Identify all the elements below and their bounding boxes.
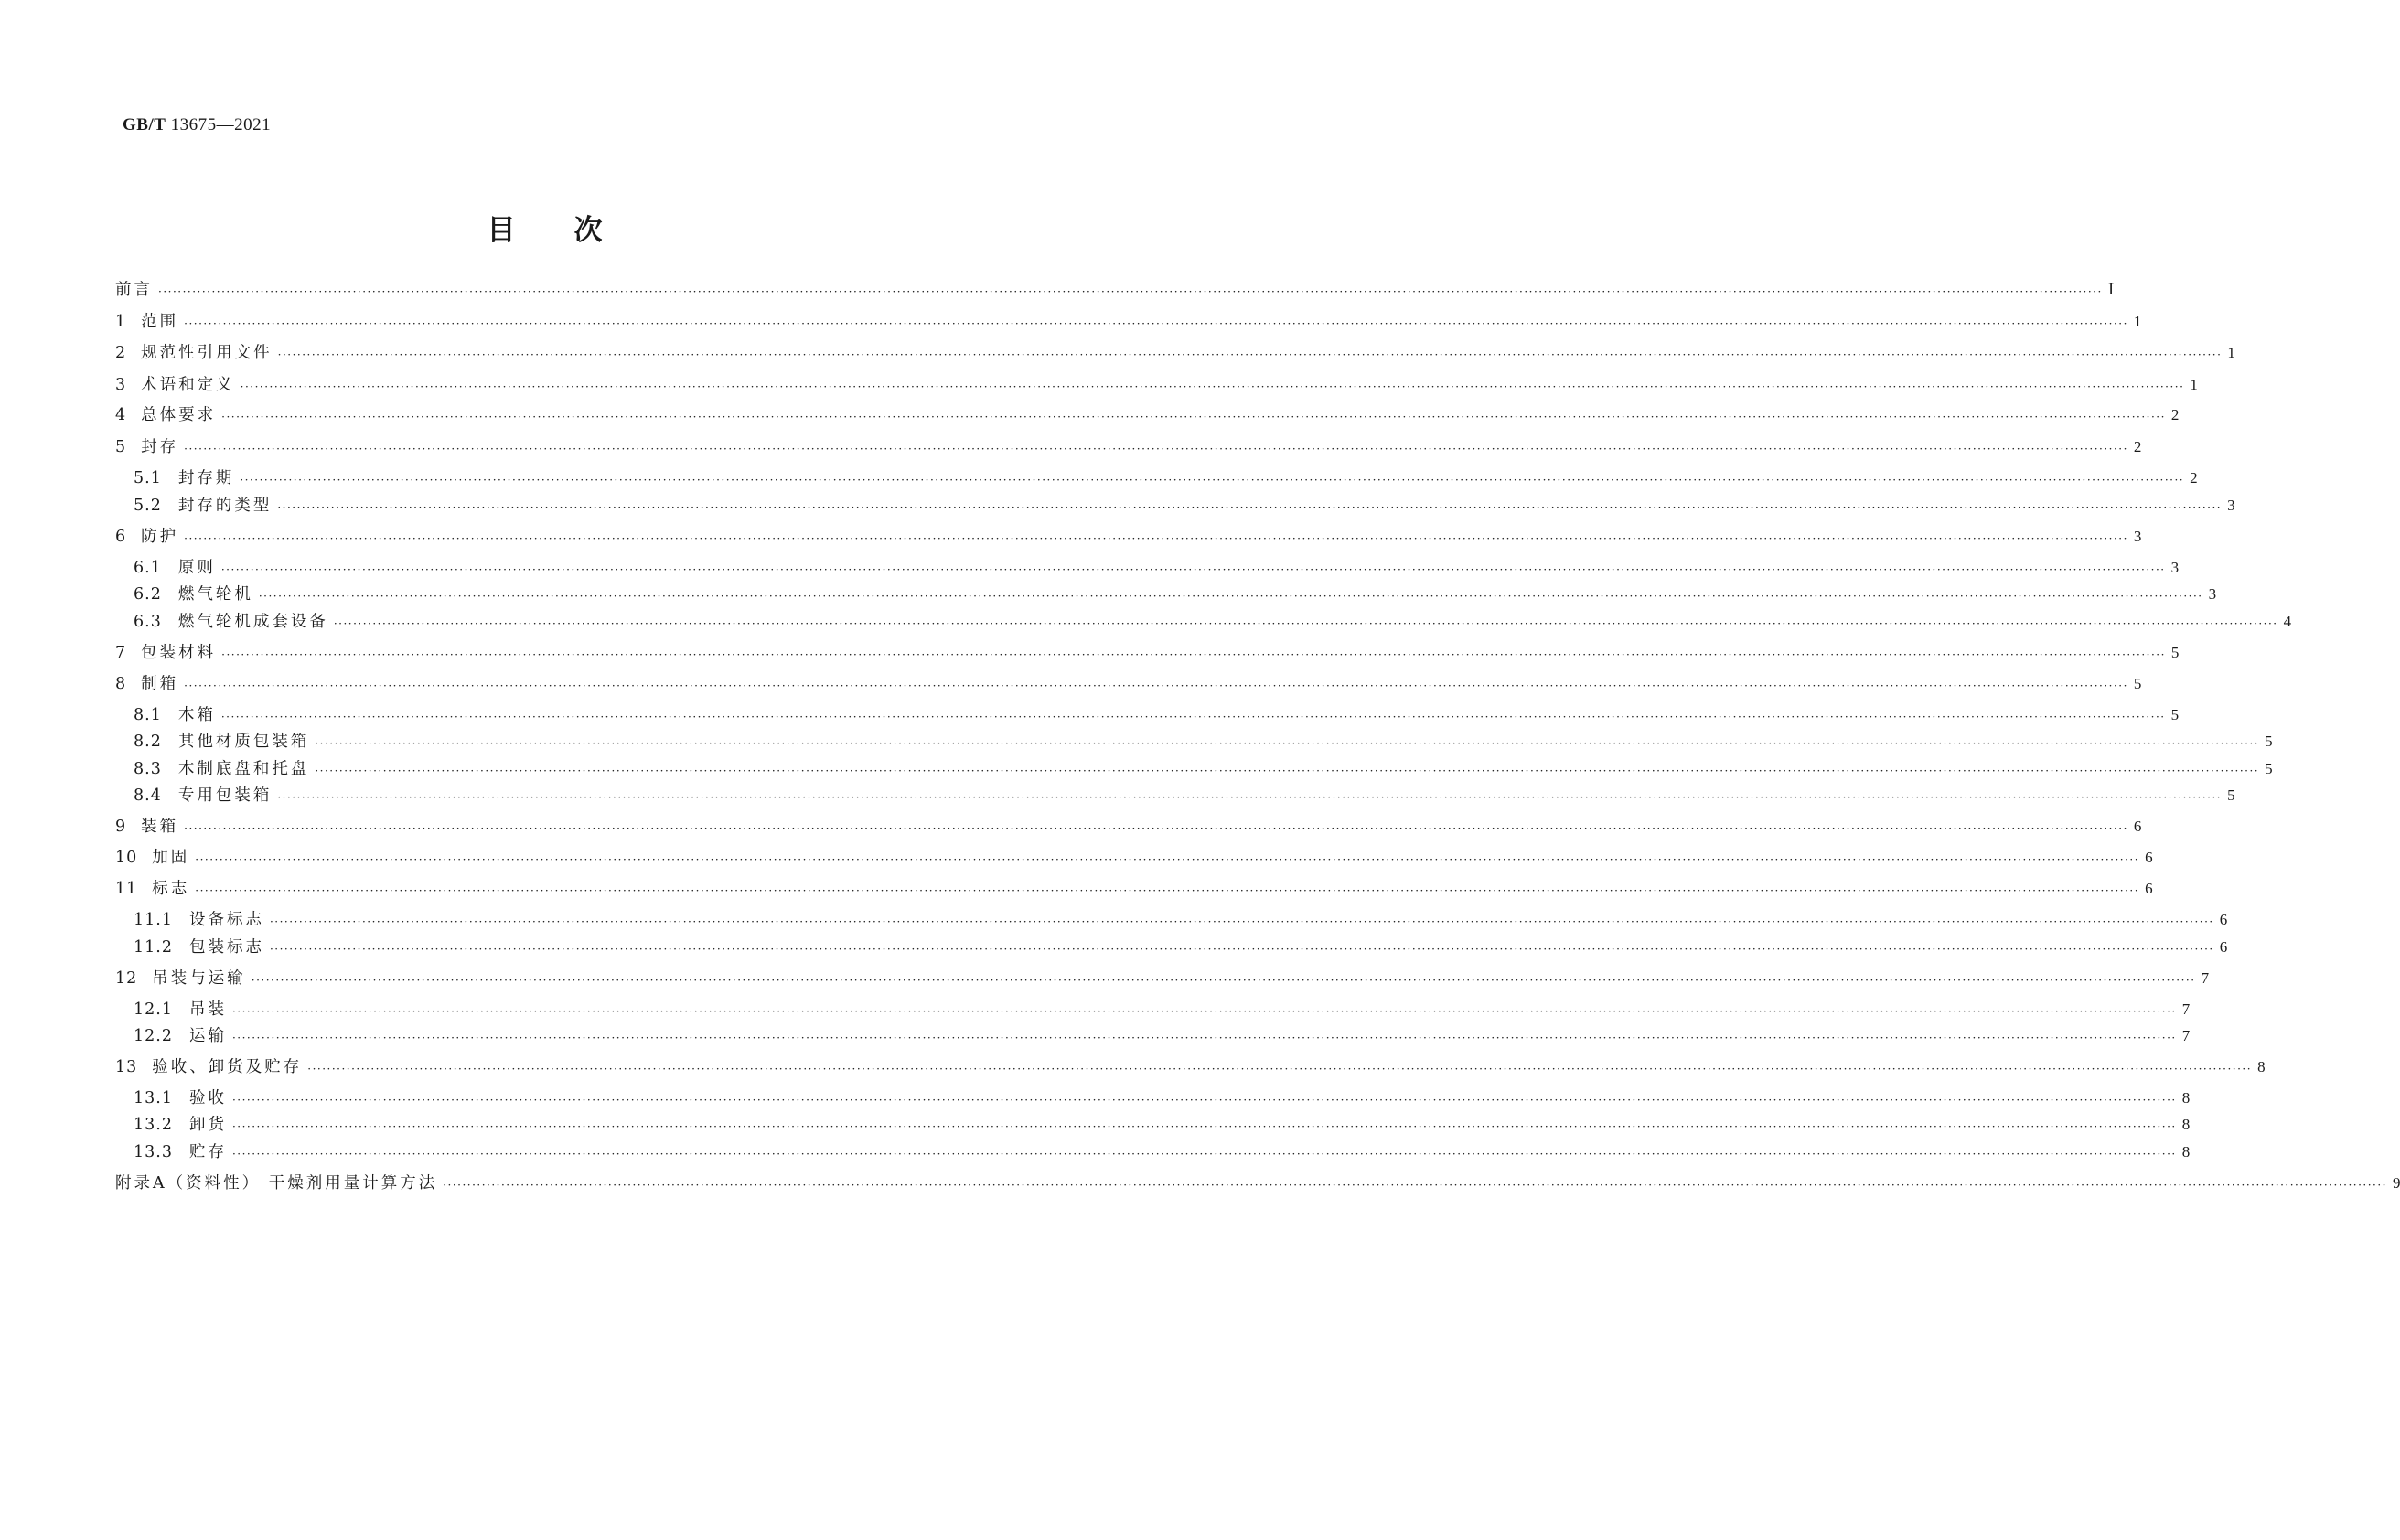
toc-page-number: 5 — [2265, 760, 2273, 777]
toc-leader-dots: ················································································································································································································································································································································································································ — [195, 884, 2140, 897]
toc-leader-dots: ················································································································································································································································································································································································································ — [251, 974, 2196, 987]
toc-page-number: 2 — [2133, 438, 2142, 455]
toc-section-number: 4 — [115, 406, 127, 424]
toc-entry[interactable] — [134, 557, 2180, 579]
toc-entry[interactable] — [134, 1114, 2191, 1136]
toc-section-number: 9 — [115, 818, 127, 836]
toc-entry[interactable] — [134, 731, 2273, 753]
toc-page-number: 2 — [2170, 406, 2180, 423]
toc-section-number: 5 — [115, 438, 127, 456]
toc-section-title: 验收 — [188, 1089, 227, 1107]
toc-page-number: 8 — [2181, 1116, 2191, 1133]
toc-leader-dots: ················································································································································································································································································································································································································ — [195, 853, 2140, 866]
toc-section-number: 6.3 — [134, 613, 162, 631]
toc-entry[interactable] — [134, 1025, 2191, 1047]
toc-section-number: 6.1 — [134, 559, 162, 577]
toc-leader-dots: ················································································································································································································································································································································································································ — [231, 1148, 2177, 1160]
toc-leader-dots: ················································································································································································································································································································································································································ — [277, 791, 2223, 804]
toc-leader-dots: ················································································································································································································································································································································································································ — [184, 822, 2128, 835]
toc-page-number: 7 — [2181, 1027, 2191, 1044]
page-title: 目次 — [487, 214, 661, 247]
toc-entry[interactable] — [115, 847, 2153, 869]
toc-section-title: 装箱 — [141, 818, 179, 836]
toc-section-title: 加固 — [152, 849, 190, 867]
toc-section-number: 10 — [115, 849, 138, 867]
toc-section-title: 设备标志 — [188, 911, 264, 929]
toc-page-number: 8 — [2257, 1058, 2266, 1075]
toc-page-number: 8 — [2181, 1089, 2191, 1107]
toc-leader-dots: ················································································································································································································································································································································································································ — [269, 943, 2214, 956]
toc-entry[interactable] — [134, 785, 2235, 807]
toc-entry[interactable] — [134, 1141, 2191, 1163]
toc-page-number: 5 — [2227, 786, 2235, 804]
toc-leader-dots: ················································································································································································································································································································································································································ — [184, 317, 2128, 330]
toc-page-number: 5 — [2170, 644, 2180, 661]
toc-entry[interactable] — [134, 999, 2191, 1021]
toc-section-title: 附录A（资料性） 干燥剂用量计算方法 — [115, 1174, 438, 1192]
toc-leader-dots: ················································································································································································································································································································································································································ — [158, 285, 2103, 298]
toc-entry[interactable] — [134, 704, 2180, 726]
toc-page-number: 5 — [2133, 675, 2142, 692]
toc-page-number: 2 — [2190, 469, 2198, 487]
toc-leader-dots: ················································································································································································································································································································································································································ — [307, 1063, 2253, 1075]
toc-section-title: 运输 — [188, 1027, 227, 1045]
toc-leader-dots: ················································································································································································································································································································································································································ — [231, 1120, 2177, 1133]
toc-section-number: 8.2 — [134, 733, 162, 751]
toc-section-title: 防护 — [141, 528, 179, 546]
toc-section-title: 燃气轮机 — [177, 585, 253, 604]
toc-page-number: 6 — [2219, 911, 2228, 928]
toc-section-title: 其他材质包装箱 — [177, 733, 310, 751]
toc-section-number: 7 — [115, 644, 127, 662]
toc-section-title: 包装标志 — [188, 938, 264, 957]
toc-entry[interactable] — [115, 374, 2198, 396]
toc-page-number: 3 — [2208, 585, 2217, 603]
toc-entry[interactable] — [134, 936, 2228, 958]
toc-page-number: 4 — [2283, 613, 2292, 630]
toc-entry[interactable] — [115, 1172, 2400, 1194]
toc-entry[interactable] — [115, 342, 2235, 364]
toc-section-number: 13.1 — [134, 1089, 173, 1107]
toc-section-title: 卸货 — [188, 1116, 227, 1134]
toc-section-title: 专用包装箱 — [177, 786, 273, 805]
toc-entry[interactable] — [115, 816, 2142, 838]
toc-section-number: 11.2 — [134, 938, 173, 957]
toc-section-number: 6 — [115, 528, 127, 546]
toc-page-number: 5 — [2265, 733, 2273, 750]
toc-leader-dots: ················································································································································································································································································································································································································ — [220, 563, 2166, 576]
toc-page-number: 6 — [2145, 849, 2153, 866]
toc-section-number: 11 — [115, 880, 138, 898]
toc-entry[interactable] — [134, 611, 2292, 633]
toc-leader-dots: ················································································································································································································································································································································································································ — [315, 765, 2260, 777]
toc-entry[interactable] — [134, 909, 2228, 931]
toc-entry[interactable] — [134, 758, 2273, 780]
toc-entry[interactable] — [134, 495, 2235, 517]
toc-section-title: 木制底盘和托盘 — [177, 760, 310, 778]
toc-entry[interactable] — [134, 1087, 2191, 1109]
toc-leader-dots: ················································································································································································································································································································································································································ — [231, 1005, 2177, 1018]
toc-page-number: 6 — [2219, 938, 2228, 956]
toc-section-title: 吊装与运输 — [152, 969, 246, 988]
toc-section-title: 吊装 — [188, 1000, 227, 1019]
toc-section-number: 8.4 — [134, 786, 162, 805]
toc-entry[interactable] — [134, 583, 2217, 605]
toc-page-number: 1 — [2227, 344, 2235, 361]
toc-leader-dots: ················································································································································································································································································································································································································ — [443, 1179, 2387, 1192]
toc-page-number: 6 — [2145, 880, 2153, 897]
toc-section-title: 规范性引用文件 — [141, 344, 273, 362]
toc-page-number: 1 — [2133, 313, 2142, 330]
toc-leader-dots: ················································································································································································································································································································································································································ — [258, 590, 2203, 603]
toc-page-number: 3 — [2170, 559, 2180, 576]
toc-section-number: 13 — [115, 1058, 138, 1076]
standard-prefix: GB/T — [123, 115, 166, 134]
toc-section-title: 范围 — [141, 313, 179, 331]
toc-page-number: 9 — [2392, 1174, 2400, 1192]
toc-section-number: 13.2 — [134, 1116, 173, 1134]
toc-page-number: 8 — [2181, 1143, 2191, 1160]
toc-leader-dots: ················································································································································································································································································································································································································ — [184, 443, 2128, 455]
toc-leader-dots: ················································································································································································································································································································································································································ — [184, 679, 2128, 692]
toc-leader-dots: ················································································································································································································································································································································································································ — [240, 474, 2185, 487]
toc-page-number: Ⅰ — [2107, 281, 2115, 298]
toc-section-number: 12 — [115, 969, 138, 988]
toc-page-number: 3 — [2227, 497, 2235, 514]
toc-leader-dots: ················································································································································································································································································································································································································ — [277, 501, 2223, 514]
toc-entry[interactable] — [115, 673, 2142, 695]
toc-leader-dots: ················································································································································································································································································································································································································ — [231, 1094, 2177, 1107]
toc-entry[interactable] — [115, 311, 2142, 333]
toc-section-title: 标志 — [152, 880, 190, 898]
toc-leader-dots: ················································································································································································································································································································································································································ — [221, 648, 2166, 661]
toc-page-number: 7 — [2181, 1000, 2191, 1018]
toc-section-title: 封存的类型 — [177, 497, 273, 515]
toc-section-number: 8.1 — [134, 706, 162, 724]
toc-entry[interactable] — [115, 878, 2153, 900]
toc-section-title: 制箱 — [141, 675, 179, 693]
toc-section-title: 封存期 — [177, 469, 235, 487]
toc-section-number: 5.2 — [134, 497, 162, 515]
toc-entry[interactable] — [115, 436, 2142, 458]
toc-leader-dots: ················································································································································································································································································································································································································ — [184, 532, 2128, 545]
toc-section-number: 11.1 — [134, 911, 173, 929]
toc-section-number: 12.2 — [134, 1027, 173, 1045]
toc-entry[interactable] — [115, 404, 2180, 426]
toc-section-title: 原则 — [177, 559, 216, 577]
toc-page-number: 5 — [2170, 706, 2180, 723]
toc-section-number: 8.3 — [134, 760, 162, 778]
toc-section-title: 包装材料 — [141, 644, 217, 662]
toc-leader-dots: ················································································································································································································································································································································································································ — [240, 380, 2185, 393]
toc-page-number: 7 — [2201, 969, 2210, 987]
toc-section-title: 总体要求 — [141, 406, 217, 424]
toc-section-number: 8 — [115, 675, 127, 693]
toc-page-number: 6 — [2133, 818, 2142, 835]
toc-leader-dots: ················································································································································································································································································································································································································ — [269, 915, 2214, 928]
toc-leader-dots: ················································································································································································································································································································································································································ — [315, 737, 2260, 750]
toc-section-number: 3 — [115, 376, 127, 394]
toc-section-number: 1 — [115, 313, 127, 331]
toc-section-title: 贮存 — [188, 1143, 227, 1161]
toc-page-number: 1 — [2190, 376, 2198, 393]
toc-page-number: 3 — [2133, 528, 2142, 545]
toc-leader-dots: ················································································································································································································································································································································································································ — [220, 711, 2166, 723]
toc-leader-dots: ················································································································································································································································································································································································································ — [221, 411, 2166, 423]
toc-section-title: 木箱 — [177, 706, 216, 724]
toc-section-title: 术语和定义 — [141, 376, 235, 394]
toc-leader-dots: ················································································································································································································································································································································································································ — [231, 1032, 2177, 1044]
toc-leader-dots: ················································································································································································································································································································································································································ — [277, 348, 2223, 361]
toc-section-number: 13.3 — [134, 1143, 173, 1161]
toc-section-title: 前言 — [115, 281, 153, 299]
toc-section-number: 6.2 — [134, 585, 162, 604]
toc-entry[interactable] — [115, 279, 2115, 301]
toc-leader-dots: ················································································································································································································································································································································································································ — [333, 617, 2278, 630]
toc-entry[interactable] — [115, 526, 2142, 548]
toc-entry[interactable] — [134, 467, 2198, 489]
standard-code: 13675—2021 — [170, 115, 272, 134]
toc-section-number: 2 — [115, 344, 127, 362]
toc-entry[interactable] — [115, 968, 2210, 989]
toc-section-title: 验收、卸货及贮存 — [152, 1058, 303, 1076]
toc-section-number: 12.1 — [134, 1000, 173, 1019]
toc-section-title: 封存 — [141, 438, 179, 456]
toc-entry[interactable] — [115, 642, 2180, 664]
toc-section-title: 燃气轮机成套设备 — [177, 613, 328, 631]
toc-entry[interactable] — [115, 1056, 2266, 1078]
toc-section-number: 5.1 — [134, 469, 162, 487]
